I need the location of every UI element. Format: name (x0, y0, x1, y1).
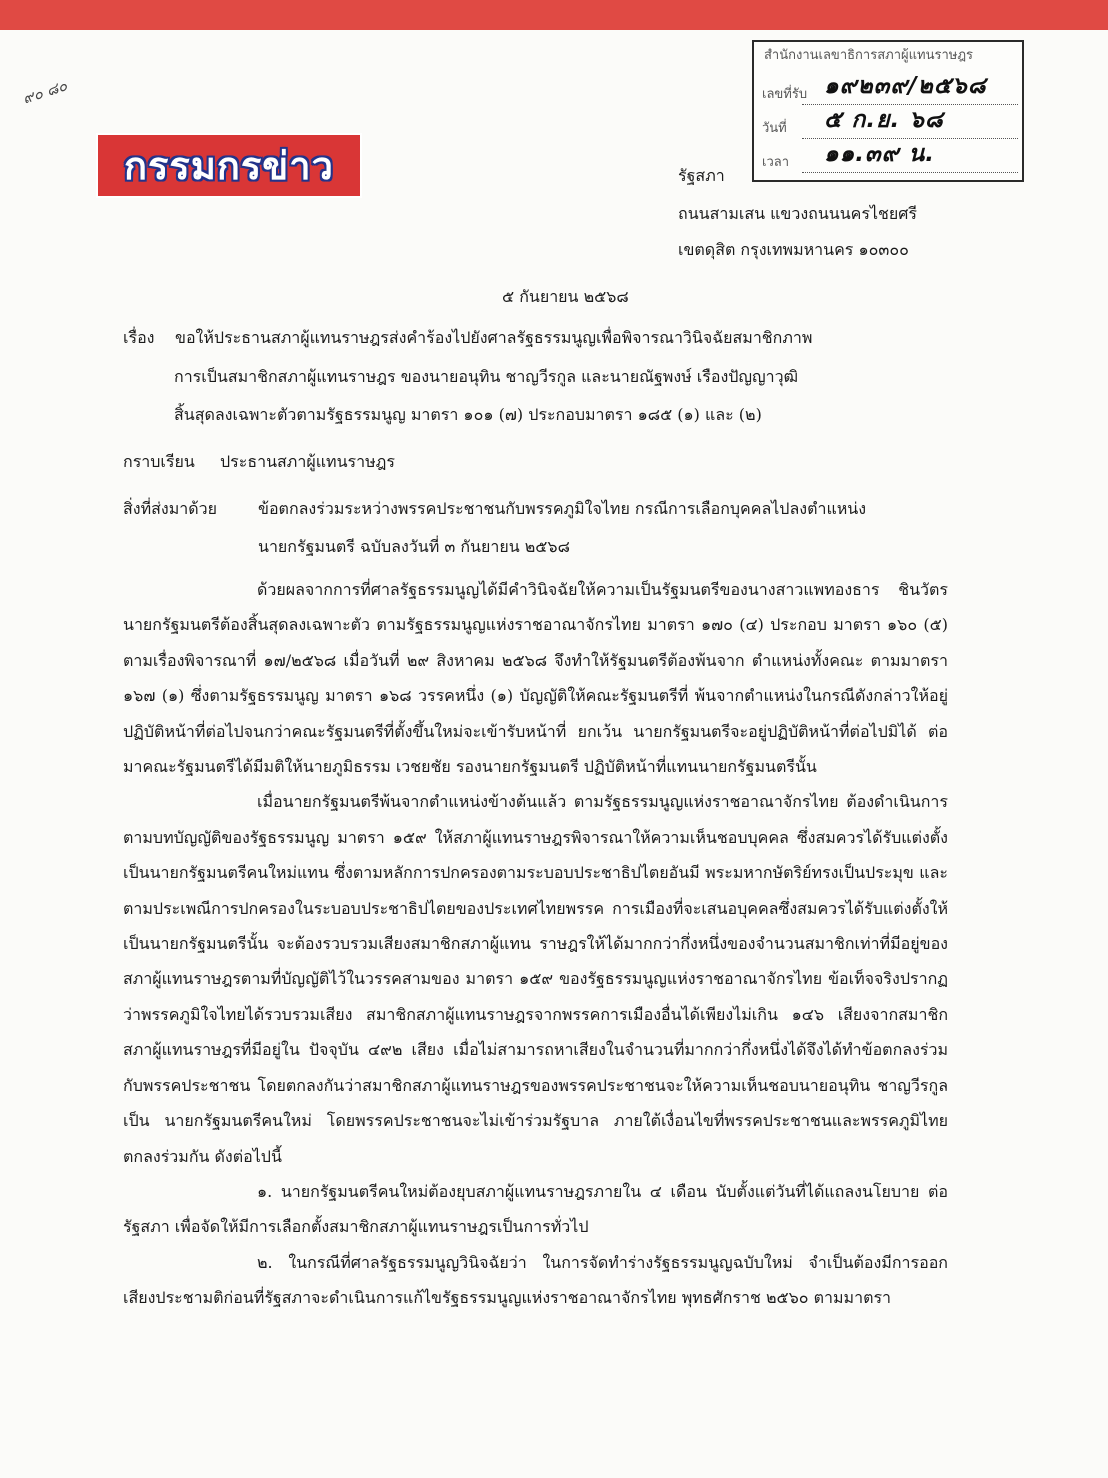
stamp-date-label: วันที่ (762, 121, 787, 136)
subject-label: เรื่อง (123, 328, 155, 347)
enclosure-line-1: ข้อตกลงร่วมระหว่างพรรคประชาชนกับพรรคภูมิใจไทย กรณีการเลือกบุคคลไปลงตำแหน่ง (258, 499, 867, 518)
stamp-title: สำนักงานเลขาธิการสภาผู้แทนราษฎร (764, 48, 974, 63)
sender-address-line3: เขตดุสิต กรุงเทพมหานคร ๑๐๓๐๐ (678, 240, 909, 259)
sender-address-line1: รัฐสภา (678, 166, 725, 185)
salutation-label: กราบเรียน (123, 452, 195, 471)
body-paragraph-1: ด้วยผลจากการที่ศาลรัฐธรรมนูญได้มีคำวินิจฉัยให้ความเป็นรัฐมนตรีของนางสาวแพทองธาร ชินวัตร นายกรัฐมนตรีต้องสิ้นสุดลงเฉพาะตัว ตามรัฐธรรมนูญแห่งราชอาณาจักรไทย มาตรา ๑๗๐ (๔) ประกอบ มาตรา ๑๖๐ (๕) ตามเรื่องพิจารณาที่ ๑๗/๒๕๖๘ เมื่อวันที่ ๒๙ สิงหาคม ๒๕๖๘ จึงทำให้รัฐมนตรีต้องพ้นจาก ตำแหน่งทั้งคณะ ตามมาตรา ๑๖๗ (๑) ซึ่งตามรัฐธรรมนูญ มาตรา ๑๖๘ วรรคหนึ่ง (๑) บัญญัติให้คณะรัฐมนตรีที่ พ้นจากตำแหน่งในกรณีดังกล่าวให้อยู่ปฏิบัติหน้าที่ต่อไปจนกว่าคณะรัฐมนตรีที่ตั้งขึ้นใหม่จะเข้ารับหน้าที่ ยกเว้น นายกรัฐมนตรีจะอยู่ปฏิบัติหน้าที่ต่อไปมิได้ ต่อมาคณะรัฐมนตรีได้มีมติให้นายภูมิธรรม เวชยชัย รองนายกรัฐมนตรี ปฏิบัติหน้าที่แทนนายกรัฐมนตรีนั้น (123, 580, 948, 777)
stamp-number-label: เลขที่รับ (762, 87, 808, 102)
margin-scribble: ๙๐ ๘๐ (20, 76, 70, 108)
stamp-date-value: ๕ ก.ย. ๖๘ (824, 107, 944, 133)
enclosure-line-2: นายกรัฐมนตรี ฉบับลงวันที่ ๓ กันยายน ๒๕๖๘ (258, 537, 570, 556)
document-date: ๕ กันยายน ๒๕๖๘ (502, 287, 629, 306)
subject-line-2: การเป็นสมาชิกสภาผู้แทนราษฎร ของนายอนุทิน ชาญวีรกูล และนายณัฐพงษ์ เรืองปัญญาวุฒิ (174, 367, 799, 386)
condition-item-1: ๑. นายกรัฐมนตรีคนใหม่ต้องยุบสภาผู้แทนราษฎรภายใน ๔ เดือน นับตั้งแต่วันที่ได้แถลงนโยบาย ต่อรัฐสภา เพื่อจัดให้มีการเลือกตั้งสมาชิกสภาผู้แทนราษฎรเป็นการทั่วไป (123, 1181, 948, 1237)
stamp-number-value: ๑๙๒๓๙/๒๕๖๘ (824, 73, 987, 99)
top-accent-bar (0, 0, 1108, 30)
condition-item-2: ๒. ในกรณีที่ศาลรัฐธรรมนูญวินิจฉัยว่า ในการจัดทำร่างรัฐธรรมนูญฉบับใหม่ จำเป็นต้องมีการออก เสียงประชามติก่อนที่รัฐสภาจะดำเนินการแก้ไขรัฐธรรมนูญแห่งราชอาณาจักรไทย พุทธศักราช ๒๕๖๐ ตามมาตรา (123, 1252, 948, 1308)
salutation-recipient: ประธานสภาผู้แทนราษฎร (220, 452, 395, 471)
watermark-tag-label: กรรมกรข่าว (124, 144, 334, 188)
subject-line-1: ขอให้ประธานสภาผู้แทนราษฎรส่งคำร้องไปยังศาลรัฐธรรมนูญเพื่อพิจารณาวินิจฉัยสมาชิกภาพ (175, 328, 813, 347)
stamp-dotted-line (802, 172, 1018, 173)
stamp-row-time (762, 142, 1018, 176)
receipt-stamp (752, 40, 1024, 182)
stamp-time-value: ๑๑.๓๙ น. (824, 141, 935, 167)
sender-address-line2: ถนนสามเสน แขวงถนนนครไชยศรี (678, 204, 917, 223)
enclosure-label: สิ่งที่ส่งมาด้วย (123, 499, 217, 518)
body-paragraph-2: เมื่อนายกรัฐมนตรีพ้นจากตำแหน่งข้างต้นแล้ว ตามรัฐธรรมนูญแห่งราชอาณาจักรไทย ต้องดำเนินการตามบทบัญญัติของรัฐธรรมนูญ มาตรา ๑๕๙ ให้สภาผู้แทนราษฎรพิจารณาให้ความเห็นชอบบุคคล ซึ่งสมควรได้รับแต่งตั้งเป็นนายกรัฐมนตรีคนใหม่แทน ซึ่งตามหลักการปกครองตามระบอบประชาธิปไตยอันมี พระมหากษัตริย์ทรงเป็นประมุข และตามประเพณีการปกครองในระบอบประชาธิปไตยของประเทศไทยพรรค การเมืองที่จะเสนอบุคคลซึ่งสมควรได้รับแต่งตั้งให้เป็นนายกรัฐมนตรีนั้น จะต้องรวบรวมเสียงสมาชิกสภาผู้แทน ราษฎรให้ได้มากกว่ากึ่งหนึ่งของจำนวนสมาชิกเท่าที่มีอยู่ของสภาผู้แทนราษฎรตามที่บัญญัติไว้ในวรรคสามของ มาตรา ๑๕๙ ของรัฐธรรมนูญแห่งราชอาณาจักรไทย ข้อเท็จจริงปรากฏว่าพรรคภูมิใจไทยได้รวบรวมเสียง สมาชิกสภาผู้แทนราษฎรจากพรรคการเมืองอื่นได้เพียงไม่เกิน ๑๔๖ เสียงจากสมาชิกสภาผู้แทนราษฎรที่มีอยู่ใน ปัจจุบัน ๔๙๒ เสียง เมื่อไม่สามารถหาเสียงในจำนวนที่มากกว่ากึ่งหนึ่งได้จึงได้ทำข้อตกลงร่วมกับพรรคประชาชน โดยตกลงกันว่าสมาชิกสภาผู้แทนราษฎรของพรรคประชาชนจะให้ความเห็นชอบนายอนุทิน ชาญวีรกูล เป็น นายกรัฐมนตรีคนใหม่ โดยพรรคประชาชนจะไม่เข้าร่วมรัฐบาล ภายใต้เงื่อนไขที่พรรคประชาชนและพรรคภูมิไทย ตกลงร่วมกัน ดังต่อไปนี้ (123, 792, 948, 1166)
letter-body (123, 572, 948, 1316)
watermark-tag (96, 133, 362, 198)
subject-line-3: สิ้นสุดลงเฉพาะตัวตามรัฐธรรมนูญ มาตรา ๑๐๑ (๗) ประกอบมาตรา ๑๘๕ (๑) และ (๒) (174, 405, 762, 424)
stamp-time-label: เวลา (762, 155, 790, 170)
